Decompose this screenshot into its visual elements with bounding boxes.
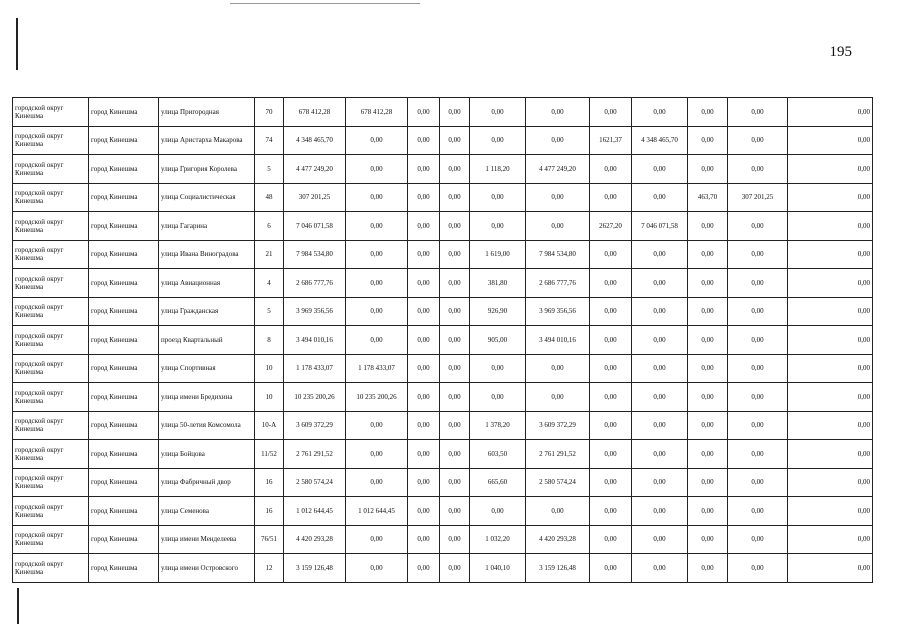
district-cell: городской округ Кинешма	[13, 383, 89, 412]
value-cell: 4 420 293,28	[526, 525, 590, 554]
value-cell: 0,00	[408, 126, 440, 155]
value-cell: 381,80	[470, 269, 526, 298]
value-cell: 0,00	[408, 440, 440, 469]
value-cell: 0,00	[728, 554, 788, 583]
value-cell: 0,00	[688, 126, 728, 155]
city-cell: город Кинешма	[89, 440, 159, 469]
value-cell: 0,00	[526, 383, 590, 412]
value-cell: 0,00	[728, 468, 788, 497]
value-cell: 1 178 433,07	[346, 354, 408, 383]
house-number-cell: 16	[255, 497, 284, 526]
value-cell: 0,00	[632, 411, 688, 440]
value-cell: 0,00	[408, 183, 440, 212]
value-cell: 0,00	[728, 440, 788, 469]
value-cell: 0,00	[728, 240, 788, 269]
value-cell: 0,00	[440, 440, 470, 469]
table-row	[13, 183, 873, 212]
value-cell: 3 494 010,16	[284, 326, 346, 355]
value-cell: 0,00	[788, 126, 873, 155]
street-cell: улица Гагарина	[159, 212, 255, 241]
value-cell: 0,00	[440, 155, 470, 184]
value-cell: 0,00	[688, 326, 728, 355]
value-cell: 4 348 465,70	[284, 126, 346, 155]
value-cell: 2 686 777,76	[526, 269, 590, 298]
value-cell: 0,00	[590, 326, 632, 355]
value-cell: 0,00	[346, 468, 408, 497]
value-cell: 1 178 433,07	[284, 354, 346, 383]
house-number-cell: 12	[255, 554, 284, 583]
value-cell: 3 609 372,29	[284, 411, 346, 440]
value-cell: 0,00	[346, 411, 408, 440]
value-cell: 0,00	[440, 554, 470, 583]
value-cell: 0,00	[470, 98, 526, 127]
city-cell: город Кинешма	[89, 297, 159, 326]
value-cell: 0,00	[346, 269, 408, 298]
value-cell: 0,00	[788, 297, 873, 326]
value-cell: 10 235 200,26	[346, 383, 408, 412]
value-cell: 0,00	[632, 326, 688, 355]
street-cell: улица Аристарха Макарова	[159, 126, 255, 155]
table-row	[13, 554, 873, 583]
district-cell: городской округ Кинешма	[13, 183, 89, 212]
district-cell: городской округ Кинешма	[13, 126, 89, 155]
value-cell: 0,00	[788, 525, 873, 554]
table-row	[13, 411, 873, 440]
value-cell: 7 984 534,80	[526, 240, 590, 269]
value-cell: 2 580 574,24	[526, 468, 590, 497]
city-cell: город Кинешма	[89, 240, 159, 269]
table-row	[13, 383, 873, 412]
value-cell: 0,00	[788, 183, 873, 212]
city-cell: город Кинешма	[89, 212, 159, 241]
scan-mark	[16, 18, 18, 70]
value-cell: 1 378,20	[470, 411, 526, 440]
street-cell: улица Фабричный двор	[159, 468, 255, 497]
street-cell: улица Авиационная	[159, 269, 255, 298]
value-cell: 0,00	[440, 468, 470, 497]
value-cell: 0,00	[346, 183, 408, 212]
value-cell: 2 761 291,52	[284, 440, 346, 469]
value-cell: 307 201,25	[728, 183, 788, 212]
value-cell: 0,00	[728, 383, 788, 412]
value-cell: 0,00	[408, 411, 440, 440]
value-cell: 0,00	[632, 525, 688, 554]
value-cell: 0,00	[408, 497, 440, 526]
value-cell: 0,00	[788, 440, 873, 469]
value-cell: 0,00	[440, 269, 470, 298]
value-cell: 0,00	[728, 98, 788, 127]
value-cell: 0,00	[788, 326, 873, 355]
district-cell: городской округ Кинешма	[13, 354, 89, 383]
value-cell: 0,00	[590, 440, 632, 469]
value-cell: 0,00	[408, 297, 440, 326]
value-cell: 0,00	[632, 269, 688, 298]
value-cell: 0,00	[728, 269, 788, 298]
street-cell: улица 50-летия Комсомола	[159, 411, 255, 440]
district-cell: городской округ Кинешма	[13, 554, 89, 583]
value-cell: 0,00	[526, 497, 590, 526]
value-cell: 0,00	[346, 440, 408, 469]
street-cell: улица Гражданская	[159, 297, 255, 326]
house-number-cell: 5	[255, 155, 284, 184]
value-cell: 0,00	[346, 240, 408, 269]
value-cell: 0,00	[590, 554, 632, 583]
value-cell: 0,00	[688, 269, 728, 298]
value-cell: 0,00	[688, 297, 728, 326]
house-number-cell: 6	[255, 212, 284, 241]
value-cell: 3 969 356,56	[526, 297, 590, 326]
district-cell: городской округ Кинешма	[13, 497, 89, 526]
table-row	[13, 440, 873, 469]
value-cell: 926,90	[470, 297, 526, 326]
value-cell: 0,00	[408, 98, 440, 127]
city-cell: город Кинешма	[89, 126, 159, 155]
street-cell: улица Социалистическая	[159, 183, 255, 212]
city-cell: город Кинешма	[89, 183, 159, 212]
value-cell: 0,00	[440, 126, 470, 155]
table-row	[13, 354, 873, 383]
value-cell: 0,00	[728, 411, 788, 440]
district-cell: городской округ Кинешма	[13, 525, 89, 554]
table-row	[13, 525, 873, 554]
value-cell: 0,00	[632, 497, 688, 526]
value-cell: 0,00	[688, 411, 728, 440]
value-cell: 0,00	[590, 183, 632, 212]
value-cell: 0,00	[590, 383, 632, 412]
value-cell: 1 032,20	[470, 525, 526, 554]
table-row	[13, 155, 873, 184]
value-cell: 0,00	[788, 354, 873, 383]
value-cell: 0,00	[470, 126, 526, 155]
value-cell: 0,00	[346, 554, 408, 583]
value-cell: 0,00	[408, 525, 440, 554]
value-cell: 0,00	[728, 155, 788, 184]
house-number-cell: 10	[255, 383, 284, 412]
value-cell: 0,00	[590, 468, 632, 497]
value-cell: 0,00	[408, 468, 440, 497]
street-cell: улица Григория Королева	[159, 155, 255, 184]
value-cell: 0,00	[632, 354, 688, 383]
value-cell: 0,00	[788, 554, 873, 583]
street-cell: улица имени Бредихина	[159, 383, 255, 412]
district-cell: городской округ Кинешма	[13, 212, 89, 241]
value-cell: 0,00	[440, 411, 470, 440]
value-cell: 3 969 356,56	[284, 297, 346, 326]
page-number: 195	[829, 44, 852, 60]
value-cell: 0,00	[688, 212, 728, 241]
city-cell: город Кинешма	[89, 98, 159, 127]
value-cell: 0,00	[526, 183, 590, 212]
city-cell: город Кинешма	[89, 525, 159, 554]
house-number-cell: 5	[255, 297, 284, 326]
value-cell: 603,50	[470, 440, 526, 469]
value-cell: 0,00	[788, 383, 873, 412]
value-cell: 0,00	[440, 297, 470, 326]
district-cell: городской округ Кинешма	[13, 468, 89, 497]
value-cell: 0,00	[346, 155, 408, 184]
value-cell: 678 412,28	[346, 98, 408, 127]
value-cell: 0,00	[728, 126, 788, 155]
value-cell: 0,00	[440, 326, 470, 355]
value-cell: 0,00	[632, 98, 688, 127]
value-cell: 0,00	[788, 212, 873, 241]
value-cell: 0,00	[590, 155, 632, 184]
value-cell: 0,00	[346, 525, 408, 554]
value-cell: 0,00	[346, 126, 408, 155]
value-cell: 0,00	[728, 326, 788, 355]
street-cell: улица Ивана Виноградова	[159, 240, 255, 269]
value-cell: 0,00	[440, 383, 470, 412]
value-cell: 0,00	[788, 240, 873, 269]
city-cell: город Кинешма	[89, 468, 159, 497]
value-cell: 0,00	[788, 155, 873, 184]
value-cell: 0,00	[440, 354, 470, 383]
value-cell: 0,00	[440, 212, 470, 241]
street-cell: улица Спортивная	[159, 354, 255, 383]
value-cell: 0,00	[788, 468, 873, 497]
district-cell: городской округ Кинешма	[13, 240, 89, 269]
value-cell: 4 477 249,20	[284, 155, 346, 184]
city-cell: город Кинешма	[89, 326, 159, 355]
value-cell: 0,00	[728, 497, 788, 526]
table-row	[13, 98, 873, 127]
house-number-cell: 48	[255, 183, 284, 212]
district-cell: городской округ Кинешма	[13, 98, 89, 127]
value-cell: 0,00	[408, 212, 440, 241]
table-body	[13, 98, 873, 583]
value-cell: 0,00	[470, 383, 526, 412]
value-cell: 10 235 200,26	[284, 383, 346, 412]
value-cell: 0,00	[788, 98, 873, 127]
value-cell: 0,00	[590, 497, 632, 526]
house-number-cell: 74	[255, 126, 284, 155]
table-row	[13, 497, 873, 526]
city-cell: город Кинешма	[89, 269, 159, 298]
value-cell: 0,00	[788, 497, 873, 526]
city-cell: город Кинешма	[89, 411, 159, 440]
value-cell: 0,00	[440, 183, 470, 212]
house-number-cell: 11/52	[255, 440, 284, 469]
value-cell: 0,00	[788, 411, 873, 440]
value-cell: 665,60	[470, 468, 526, 497]
value-cell: 0,00	[470, 183, 526, 212]
city-cell: город Кинешма	[89, 155, 159, 184]
house-number-cell: 76/51	[255, 525, 284, 554]
value-cell: 0,00	[728, 525, 788, 554]
value-cell: 7 046 071,58	[284, 212, 346, 241]
value-cell: 0,00	[590, 525, 632, 554]
value-cell: 0,00	[632, 297, 688, 326]
house-number-cell: 10	[255, 354, 284, 383]
value-cell: 0,00	[346, 326, 408, 355]
street-cell: улица Семенова	[159, 497, 255, 526]
value-cell: 0,00	[408, 554, 440, 583]
value-cell: 0,00	[632, 383, 688, 412]
value-cell: 0,00	[526, 354, 590, 383]
value-cell: 1 040,10	[470, 554, 526, 583]
data-table	[12, 97, 873, 583]
value-cell: 0,00	[688, 497, 728, 526]
street-cell: улица Пригородная	[159, 98, 255, 127]
district-cell: городской округ Кинешма	[13, 440, 89, 469]
value-cell: 1 619,00	[470, 240, 526, 269]
value-cell: 0,00	[526, 126, 590, 155]
street-cell: улица имени Островского	[159, 554, 255, 583]
district-cell: городской округ Кинешма	[13, 326, 89, 355]
table-row	[13, 468, 873, 497]
value-cell: 2 686 777,76	[284, 269, 346, 298]
house-number-cell: 21	[255, 240, 284, 269]
value-cell: 0,00	[688, 98, 728, 127]
value-cell: 0,00	[470, 212, 526, 241]
value-cell: 2 580 574,24	[284, 468, 346, 497]
value-cell: 2627,20	[590, 212, 632, 241]
value-cell: 4 420 293,28	[284, 525, 346, 554]
value-cell: 0,00	[346, 212, 408, 241]
value-cell: 1 118,20	[470, 155, 526, 184]
value-cell: 0,00	[346, 297, 408, 326]
value-cell: 905,00	[470, 326, 526, 355]
district-cell: городской округ Кинешма	[13, 155, 89, 184]
value-cell: 0,00	[408, 155, 440, 184]
value-cell: 7 046 071,58	[632, 212, 688, 241]
house-number-cell: 10-А	[255, 411, 284, 440]
value-cell: 0,00	[632, 183, 688, 212]
district-cell: городской округ Кинешма	[13, 269, 89, 298]
district-cell: городской округ Кинешма	[13, 297, 89, 326]
value-cell: 0,00	[688, 155, 728, 184]
value-cell: 0,00	[590, 354, 632, 383]
street-cell: улица имени Менделеева	[159, 525, 255, 554]
value-cell: 4 477 249,20	[526, 155, 590, 184]
value-cell: 7 984 534,80	[284, 240, 346, 269]
value-cell: 0,00	[632, 240, 688, 269]
house-number-cell: 4	[255, 269, 284, 298]
value-cell: 1621,37	[590, 126, 632, 155]
value-cell: 307 201,25	[284, 183, 346, 212]
value-cell: 0,00	[590, 269, 632, 298]
value-cell: 0,00	[632, 554, 688, 583]
value-cell: 0,00	[688, 554, 728, 583]
table-row	[13, 212, 873, 241]
value-cell: 0,00	[728, 212, 788, 241]
value-cell: 0,00	[408, 269, 440, 298]
value-cell: 0,00	[470, 497, 526, 526]
city-cell: город Кинешма	[89, 497, 159, 526]
value-cell: 2 761 291,52	[526, 440, 590, 469]
value-cell: 0,00	[590, 411, 632, 440]
scan-mark	[17, 588, 19, 624]
value-cell: 0,00	[408, 240, 440, 269]
value-cell: 0,00	[728, 297, 788, 326]
value-cell: 0,00	[688, 525, 728, 554]
table-row	[13, 326, 873, 355]
value-cell: 678 412,28	[284, 98, 346, 127]
value-cell: 1 012 644,45	[284, 497, 346, 526]
value-cell: 0,00	[526, 98, 590, 127]
value-cell: 3 494 010,16	[526, 326, 590, 355]
value-cell: 0,00	[590, 98, 632, 127]
scan-mark	[230, 3, 420, 4]
value-cell: 0,00	[688, 468, 728, 497]
value-cell: 0,00	[440, 98, 470, 127]
value-cell: 4 348 465,70	[632, 126, 688, 155]
value-cell: 0,00	[526, 212, 590, 241]
house-number-cell: 16	[255, 468, 284, 497]
value-cell: 0,00	[440, 525, 470, 554]
value-cell: 0,00	[408, 354, 440, 383]
value-cell: 0,00	[590, 240, 632, 269]
value-cell: 3 159 126,48	[526, 554, 590, 583]
city-cell: город Кинешма	[89, 383, 159, 412]
value-cell: 0,00	[632, 440, 688, 469]
table-row	[13, 297, 873, 326]
city-cell: город Кинешма	[89, 354, 159, 383]
value-cell: 0,00	[440, 497, 470, 526]
street-cell: улица Бойцова	[159, 440, 255, 469]
table-row	[13, 240, 873, 269]
house-number-cell: 8	[255, 326, 284, 355]
district-cell: городской округ Кинешма	[13, 411, 89, 440]
value-cell: 1 012 644,45	[346, 497, 408, 526]
value-cell: 0,00	[440, 240, 470, 269]
value-cell: 0,00	[632, 155, 688, 184]
value-cell: 0,00	[688, 354, 728, 383]
house-number-cell: 70	[255, 98, 284, 127]
value-cell: 0,00	[688, 440, 728, 469]
value-cell: 0,00	[408, 326, 440, 355]
value-cell: 0,00	[728, 354, 788, 383]
table-row	[13, 269, 873, 298]
value-cell: 0,00	[688, 240, 728, 269]
value-cell: 0,00	[590, 297, 632, 326]
value-cell: 3 159 126,48	[284, 554, 346, 583]
city-cell: город Кинешма	[89, 554, 159, 583]
table-row	[13, 126, 873, 155]
value-cell: 463,70	[688, 183, 728, 212]
value-cell: 0,00	[632, 468, 688, 497]
value-cell: 0,00	[788, 269, 873, 298]
value-cell: 0,00	[408, 383, 440, 412]
value-cell: 3 609 372,29	[526, 411, 590, 440]
street-cell: проезд Квартальный	[159, 326, 255, 355]
value-cell: 0,00	[470, 354, 526, 383]
value-cell: 0,00	[688, 383, 728, 412]
